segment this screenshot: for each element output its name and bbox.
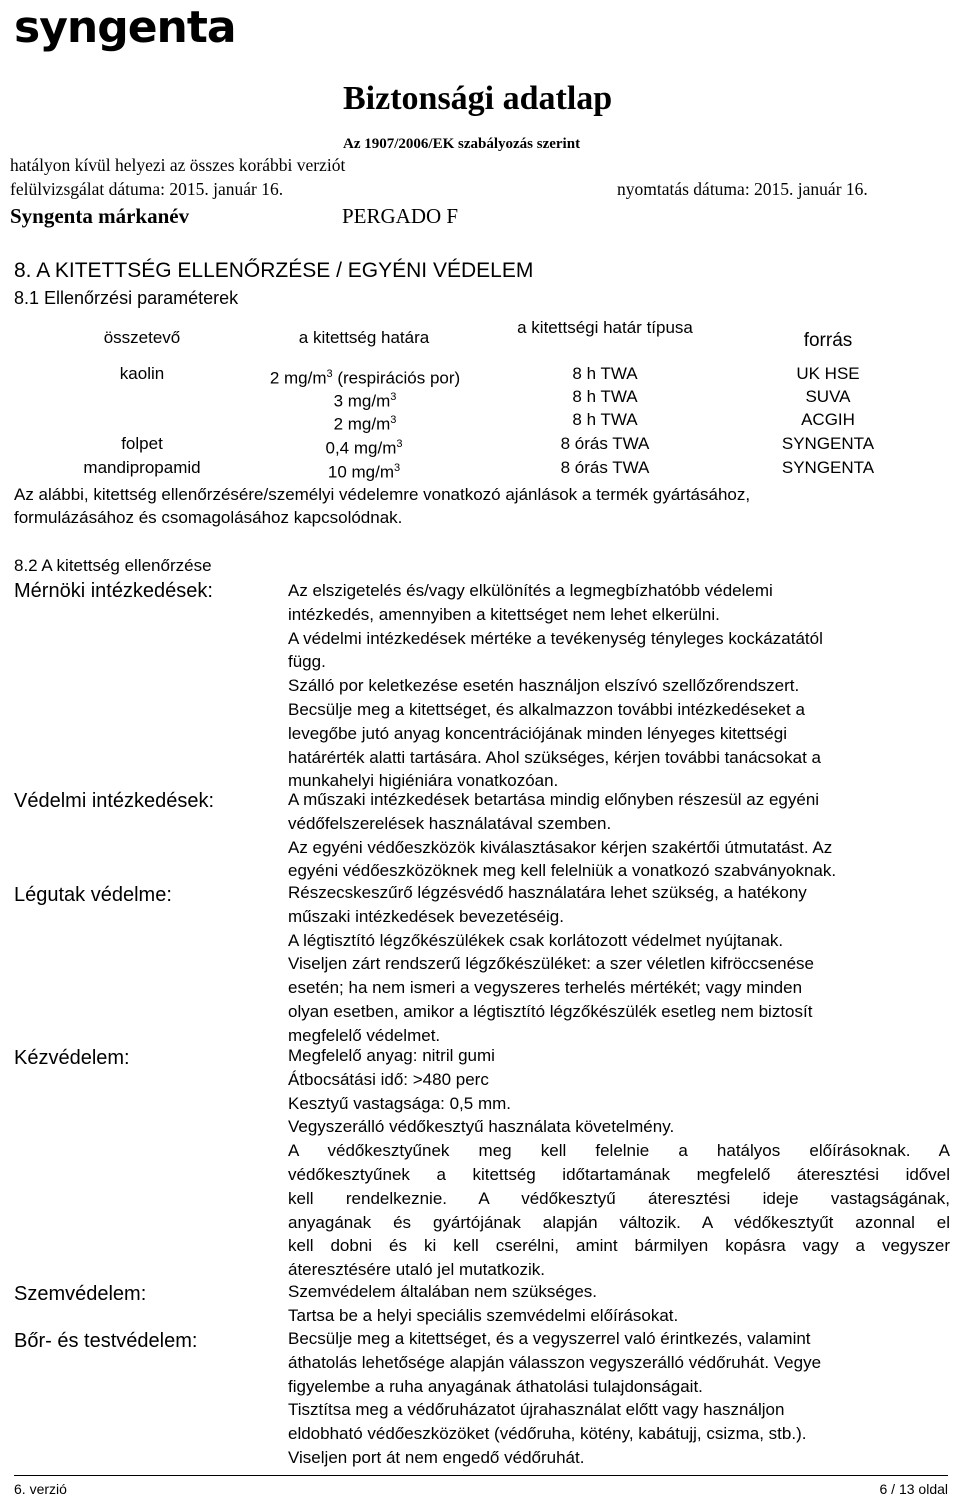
table-cell-source: SYNGENTA [781,434,875,453]
brand-name: PERGADO F [342,204,459,228]
table-cell-limit: 0,4 $mg/m^3$ [325,438,403,458]
table-cell-type: 8 h TWA [572,364,638,383]
respiratory-protection-label: Légutak védelme: [14,884,172,906]
section-title: 8. A KITETTSÉG ELLENŐRZÉSE / EGYÉNI VÉDELEM [14,259,534,282]
brand-label: Syngenta márkanév [10,204,190,228]
table-cell-source: SUVA [805,387,851,406]
table-cell-source: UK HSE [796,364,860,383]
table-header-limit: a kitettség határa [298,328,430,347]
table-cell-source: SYNGENTA [781,458,875,477]
footer-version: 6. verzió [14,1481,67,1497]
table-note: formulázásához és csomagolásához kapcsolódnak. [14,508,403,527]
table-cell-source: ACGIH [801,410,855,429]
engineering-measures-text: Az elszigetelés és/vagy elkülönítés a legmegbízhatóbb védelemi intézkedés, amennyiben a kitettséget nem lehet elkerülni. A védelmi intézkedések mértéke a tevékenység tényleges kockázatától függ. Szálló por keletkezése esetén használjon elszívó szellőzőrendszert. Becsülje meg a kitettséget, és alkalmazzon további intézkedéseket a levegőbe jutó anyag koncentrációjának minden lényeges kitettségi határérték alatti tartására. Ahol szükséges, kérjen további tanácsokat a munkahelyi higiéniára vonatkozóan. [288,581,823,791]
table-cell-type: 8 órás TWA [560,458,650,477]
subsection-8-1: 8.1 Ellenőrzési paraméterek [14,288,239,308]
hand-protection-label: Kézvédelem: [14,1047,130,1069]
protective-measures-label: Védelmi intézkedések: [14,790,215,812]
revision-date: felülvizsgálat dátuma: 2015. január 16. [10,179,284,199]
document-title: Biztonsági adatlap [343,80,613,117]
protective-measures-text: A műszaki intézkedések betartása mindig előnyben részesül az egyéni védőfelszerelések használatával szemben. Az egyéni védőeszközök kiválasztásakor kérjen szakértői útmutatást. Az egyéni védőeszközöknek meg kell felelniük a vonatkozó szabványoknak. [288,790,837,881]
table-note: Az alábbi, kitettség ellenőrzésére/személyi védelemre vonatkozó ajánlások a termék gyártásához, [14,485,751,504]
print-date: nyomtatás dátuma: 2015. január 16. [617,179,868,199]
syngenta-logo: syngenta [14,2,236,53]
skin-body-protection-label: Bőr- és testvédelem: [14,1330,198,1352]
table-cell-limit: 3 $mg/m^3$ [333,391,397,411]
table-cell-type: 8 h TWA [572,410,638,429]
eye-protection-label: Szemvédelem: [14,1283,147,1305]
footer-divider [14,1475,948,1476]
subsection-8-2: 8.2 A kitettség ellenőrzése [14,556,212,575]
eye-protection-text: Szemvédelem általában nem szükséges. Tartsa be a helyi speciális szemvédelmi előírásokat. [288,1282,679,1325]
table-header-source: forrás [803,330,853,351]
skin-body-protection-text: Becsülje meg a kitettséget, és a vegyszerrel való érintkezés, valamint áthatolás lehetősége alapján válasszon vegyszerálló védőruhát. Vegye figyelembe a ruha anyagának áthatolási tulajdonságait. Tisztítsa meg a védőruházatot újrahasználat előtt vagy használjon eldobható védőeszközöket (védőruha, kötény, kabátujj, csizma, stb.). Viseljen port át nem engedő védőruhát. [288,1329,822,1467]
table-cell-component: mandipropamid [83,458,201,477]
table-cell-limit: 2 $mg/m^3$ [333,414,397,434]
table-cell-component: folpet [121,434,163,453]
supersedes-line: hatályon kívül helyezi az összes korábbi verziót [10,155,346,175]
table-cell-limit: 10 $mg/m^3$ [327,462,401,482]
table-header-type: a kitettségi határ típusa [517,318,693,337]
engineering-measures-label: Mérnöki intézkedések: [14,580,213,602]
table-cell-type: 8 h TWA [572,387,638,406]
table-cell-component: kaolin [119,364,165,383]
table-header-component: összetevő [103,328,181,347]
respiratory-protection-text: Részecskeszűrő légzésvédő használatára lehet szükség, a hatékony műszaki intézkedések bevezetéséig. A légtisztító légzőkészülékek csak korlátozott védelmet nyújtanak. Viseljen zárt rendszerű légzőkészüléket: a szer véletlen kifröccsenése esetén; ha nem ismeri a vegyszeres terhelés mértékét; vagy minden olyan esetben, amikor a légtisztító légzőkészülék esetleg nem biztosít megfelelő védelmet. [288,883,815,1045]
footer-page-number: 6 / 13 oldal [879,1481,948,1497]
table-cell-limit: 2 $mg/m^3$ (respirációs por) [269,368,461,388]
regulation-line: Az 1907/2006/EK szabályozás szerint [343,136,581,152]
hand-protection-text: Megfelelő anyag: nitril gumi Átbocsátási idő: >480 perc Kesztyű vastagsága: 0,5 mm. Vegyszerálló védőkesztyű használata követelmény. A védőkesztyűnek meg kell felelnie a hatályos előírásoknak. A védőkesztyűnek a kitettség időtartamának megfelelő áteresztési idővel kell rendelkeznie. A védőkesztyű áteresztési ideje vastagságának, anyagának és gyártójának alapján változik. A védőkesztyűt azonnal el kell dobni és ki kell cserélni, amint bármilyen kopásra vagy a vegyszer áteresztésére utaló jel mutatkozik. [288,1046,950,1280]
table-cell-type: 8 órás TWA [560,434,650,453]
